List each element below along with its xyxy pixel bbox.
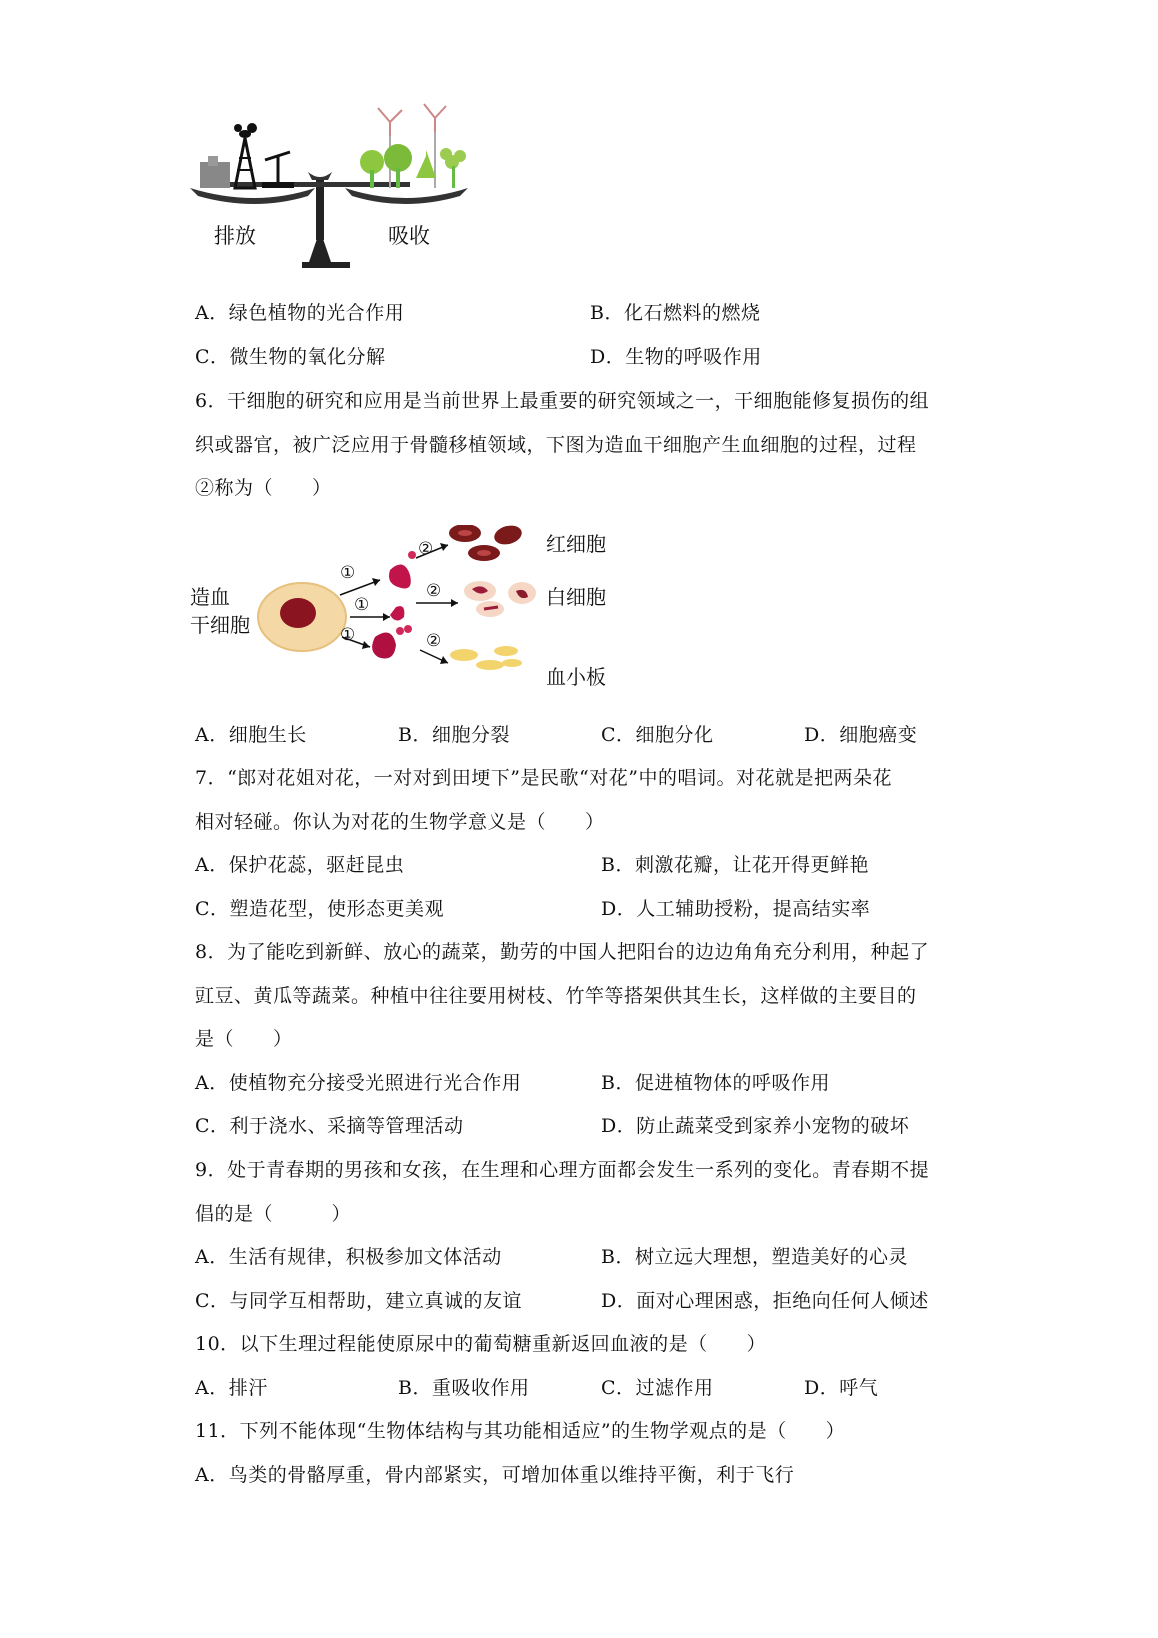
blood-cell-figure bbox=[190, 525, 660, 715]
q8-option-c: C．利于浇水、采摘等管理活动 bbox=[195, 1115, 464, 1137]
q8-stem-line-3: 是（ ） bbox=[195, 1028, 293, 1050]
q6-option-c: C．细胞分化 bbox=[601, 724, 714, 746]
q6-stem-line-1: 6．干细胞的研究和应用是当前世界上最重要的研究领域之一，干细胞能修复损伤的组 bbox=[195, 390, 930, 412]
q9-option-b: B．树立远大理想，塑造美好的心灵 bbox=[601, 1246, 908, 1268]
q7-option-d: D．人工辅助授粉，提高结实率 bbox=[601, 898, 871, 920]
white-cell-label: 白细胞 bbox=[546, 585, 606, 609]
carbon-balance-figure bbox=[190, 100, 490, 275]
q5-option-d: D．生物的呼吸作用 bbox=[590, 346, 762, 368]
step1-label-mid: ① bbox=[354, 595, 370, 615]
q11-stem-line-1: 11．下列不能体现“生物体结构与其功能相适应”的生物学观点的是（ ） bbox=[195, 1420, 846, 1442]
q8-option-a: A．使植物充分接受光照进行光合作用 bbox=[195, 1072, 522, 1094]
red-cell-label: 红细胞 bbox=[546, 532, 606, 556]
q5-option-a: A．绿色植物的光合作用 bbox=[195, 302, 405, 324]
q7-option-c: C．塑造花型，使形态更美观 bbox=[195, 898, 445, 920]
q9-option-a: A．生活有规律，积极参加文体活动 bbox=[195, 1246, 502, 1268]
q10-option-d: D．呼气 bbox=[804, 1377, 879, 1399]
q5-option-c: C．微生物的氧化分解 bbox=[195, 346, 386, 368]
step1-label-bottom: ① bbox=[340, 625, 356, 645]
q6-stem-line-2: 织或器官，被广泛应用于骨髓移植领域，下图为造血干细胞产生血细胞的过程，过程 bbox=[195, 434, 917, 456]
q8-stem-line-2: 豇豆、黄瓜等蔬菜。种植中往往要用树枝、竹竿等搭架供其生长，这样做的主要目的 bbox=[195, 985, 917, 1007]
step1-label-top: ① bbox=[340, 563, 356, 583]
q9-option-c: C．与同学互相帮助，建立真诚的友谊 bbox=[195, 1290, 523, 1312]
q11-option-a: A．鸟类的骨骼厚重，骨内部紧实，可增加体重以维持平衡，利于飞行 bbox=[195, 1464, 795, 1486]
q8-option-b: B．促进植物体的呼吸作用 bbox=[601, 1072, 830, 1094]
stem-cell-label-2: 干细胞 bbox=[190, 613, 250, 637]
q7-stem-line-1: 7．“郎对花姐对花，一对对到田埂下”是民歌“对花”中的唱词。对花就是把两朵花 bbox=[195, 767, 892, 789]
q6-option-a: A．细胞生长 bbox=[195, 724, 307, 746]
emission-label: 排放 bbox=[214, 224, 256, 248]
platelet-label: 血小板 bbox=[546, 665, 606, 689]
stem-cell-label-1: 造血 bbox=[190, 585, 230, 609]
q6-option-b: B．细胞分裂 bbox=[398, 724, 510, 746]
q9-stem-line-2: 倡的是（ ） bbox=[195, 1203, 352, 1225]
q9-option-d: D．面对心理困惑，拒绝向任何人倾述 bbox=[601, 1290, 929, 1312]
step2-label-bottom: ② bbox=[426, 631, 442, 651]
q10-option-c: C．过滤作用 bbox=[601, 1377, 714, 1399]
q8-stem-line-1: 8．为了能吃到新鲜、放心的蔬菜，勤劳的中国人把阳台的边边角角充分利用，种起了 bbox=[195, 941, 930, 963]
step2-label-mid: ② bbox=[426, 581, 442, 601]
q6-stem-line-3: ②称为（ ） bbox=[195, 477, 332, 499]
q10-stem-line-1: 10．以下生理过程能使原尿中的葡萄糖重新返回血液的是（ ） bbox=[195, 1333, 767, 1355]
q8-option-d: D．防止蔬菜受到家养小宠物的破坏 bbox=[601, 1115, 910, 1137]
q7-stem-line-2: 相对轻碰。你认为对花的生物学意义是（ ） bbox=[195, 811, 605, 833]
q10-option-b: B．重吸收作用 bbox=[398, 1377, 530, 1399]
q9-stem-line-1: 9．处于青春期的男孩和女孩，在生理和心理方面都会发生一系列的变化。青春期不提 bbox=[195, 1159, 930, 1181]
q7-option-a: A．保护花蕊，驱赶昆虫 bbox=[195, 854, 405, 876]
q7-option-b: B．刺激花瓣，让花开得更鲜艳 bbox=[601, 854, 869, 876]
step2-label-top: ② bbox=[418, 539, 434, 559]
absorption-label: 吸收 bbox=[388, 224, 430, 248]
q10-option-a: A．排汗 bbox=[195, 1377, 268, 1399]
q6-option-d: D．细胞癌变 bbox=[804, 724, 918, 746]
q5-option-b: B．化石燃料的燃烧 bbox=[590, 302, 761, 324]
